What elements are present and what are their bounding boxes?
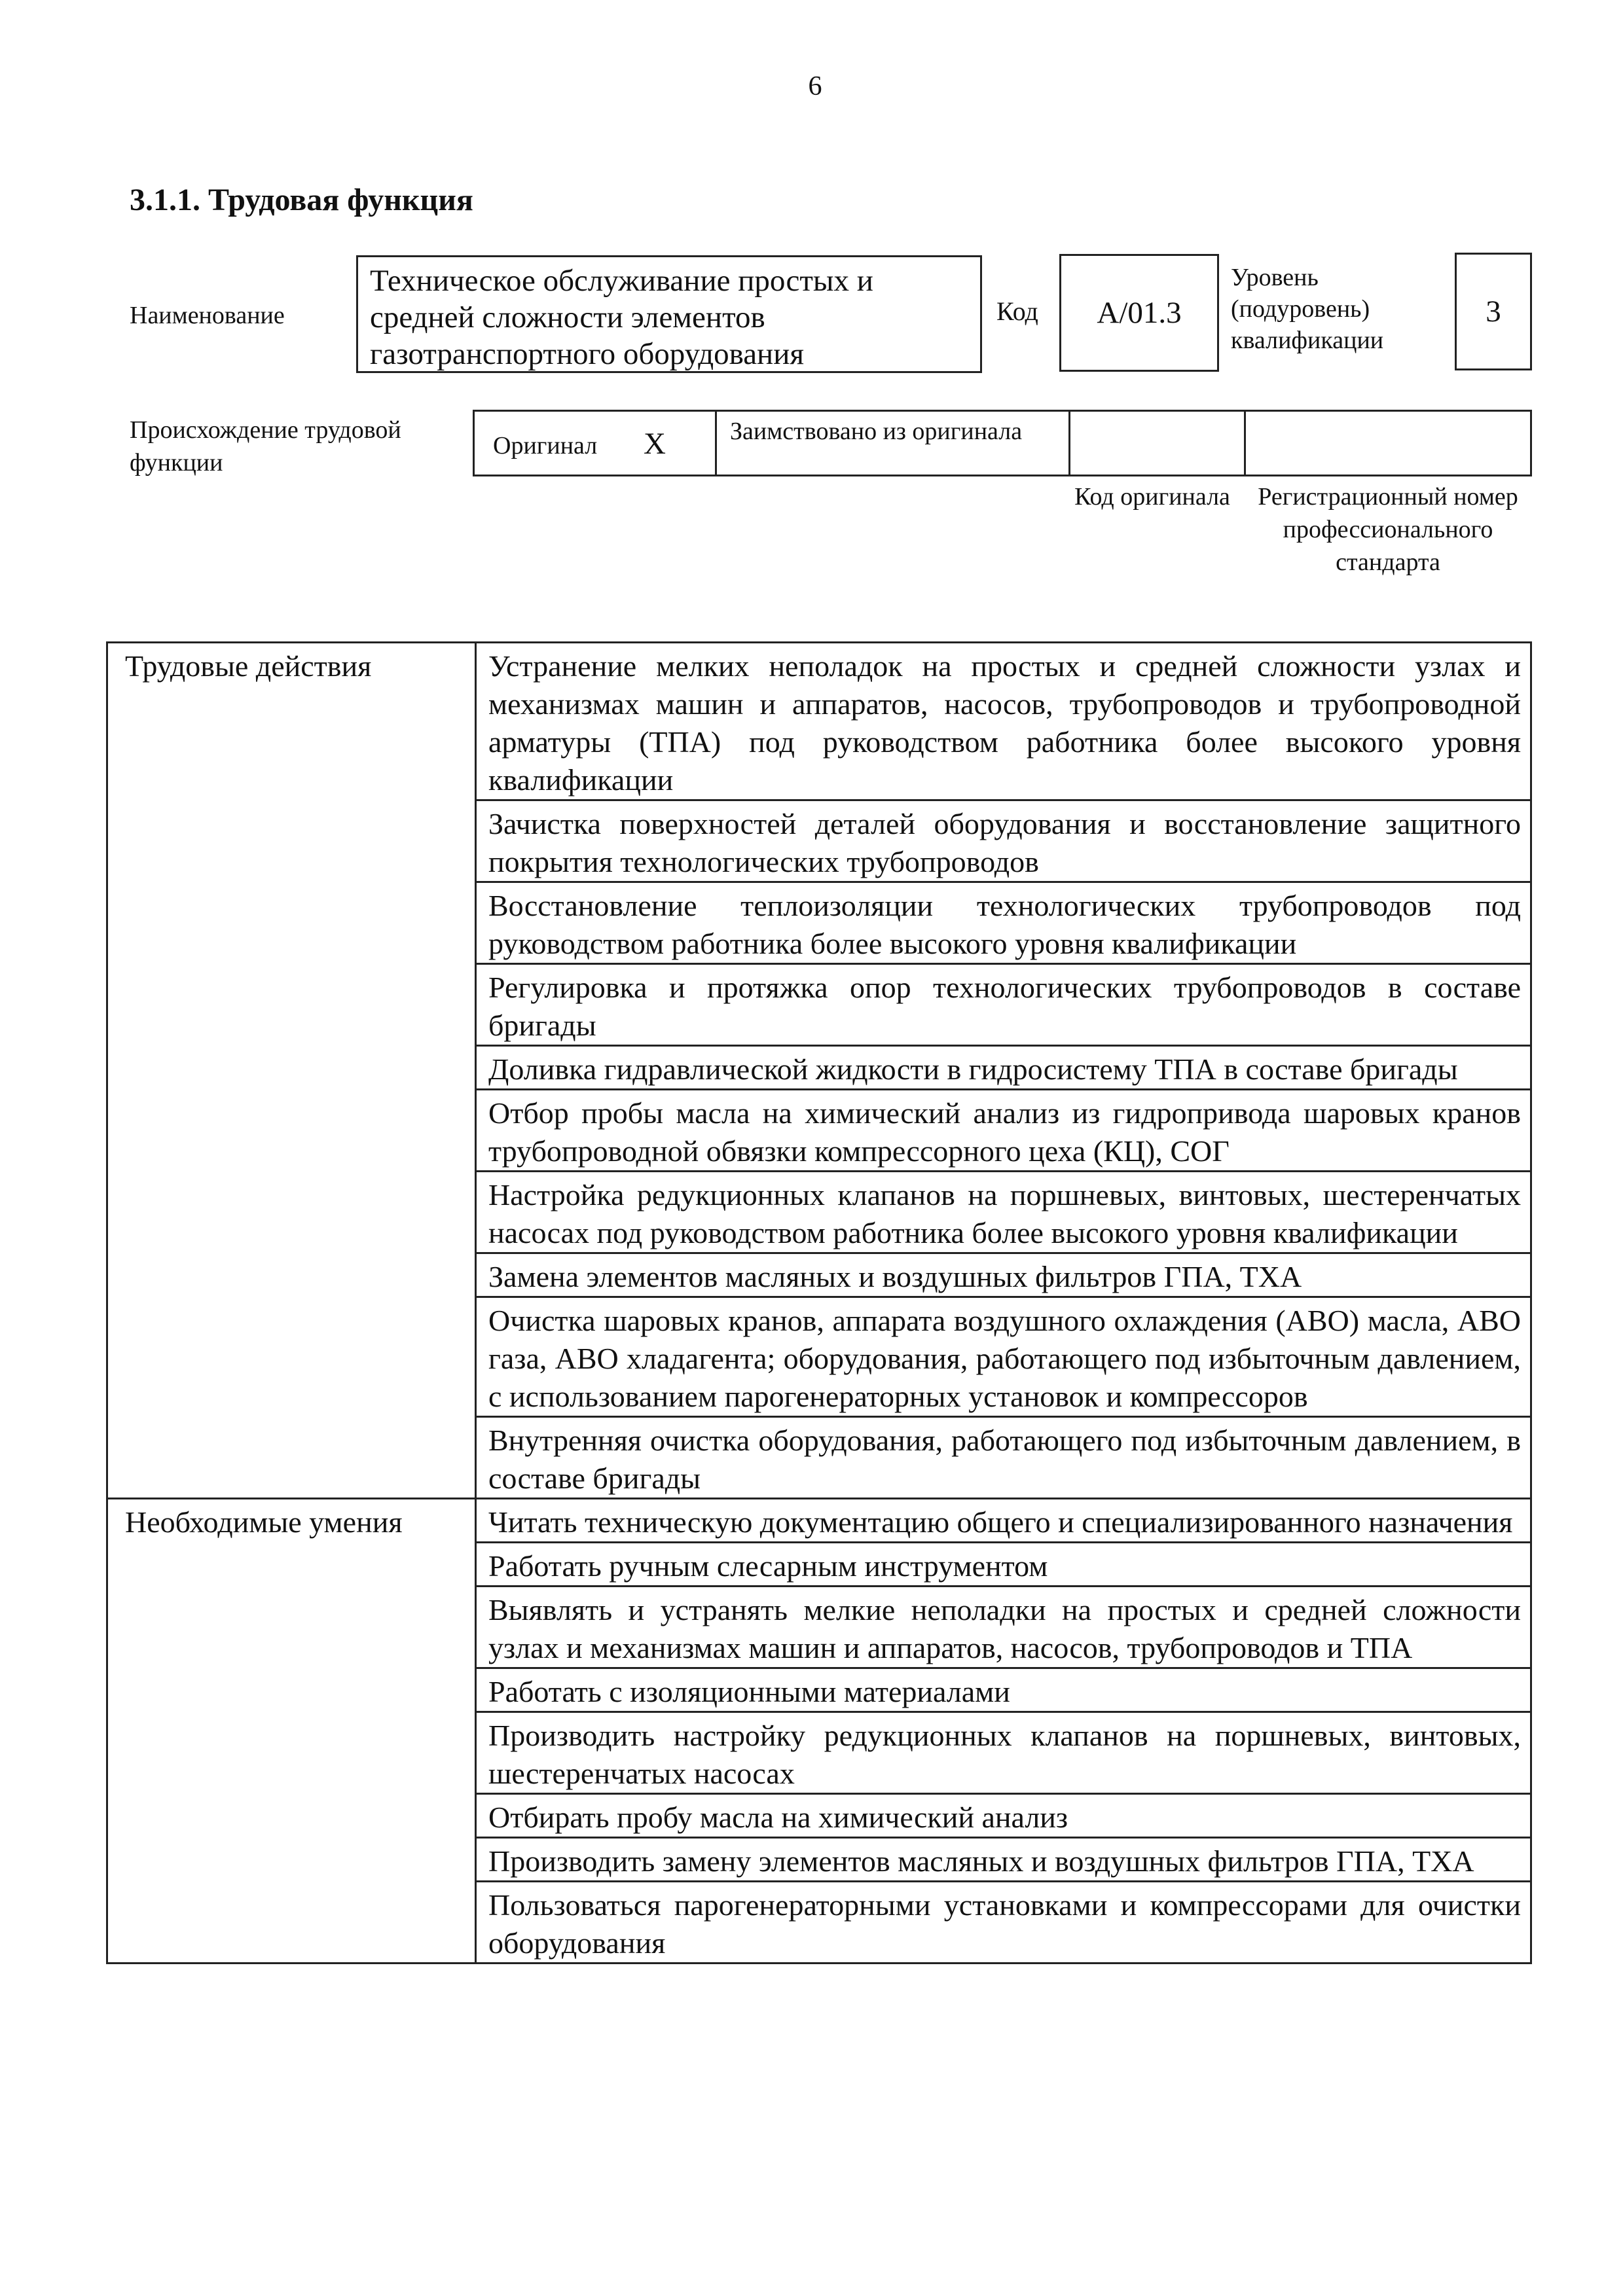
table-row [107, 643, 1531, 800]
item-cell: Работать ручным слесарным инструментом [476, 1543, 1531, 1587]
code-label: Код [996, 296, 1038, 326]
section-title-cell: Необходимые умения [107, 1499, 476, 1964]
item-cell: Устранение мелких неполадок на простых и средней сложности узлах и механизмах машин и аппаратов, насосов, трубопроводов и трубопроводной арматуры (ТПА) под руководством работника более высокого уровня квалификации [476, 643, 1531, 800]
item-cell: Производить замену элементов масляных и воздушных фильтров ГПА, ТХА [476, 1838, 1531, 1882]
code-value: А/01.3 [1097, 296, 1182, 330]
level-value-box [1455, 253, 1532, 370]
item-cell: Отбирать пробу масла на химический анализ [476, 1794, 1531, 1838]
origin-label: Происхождение трудовой функции [130, 416, 401, 476]
item-cell: Зачистка поверхностей деталей оборудования и восстановление защитного покрытия технологических трубопроводов [476, 800, 1531, 882]
borrowed-cell [717, 412, 1070, 475]
level-label-line: Уровень [1231, 264, 1319, 291]
registration-number-cell [1246, 412, 1530, 475]
original-cell [475, 412, 717, 475]
item-cell: Очистка шаровых кранов, аппарата воздушного охлаждения (АВО) масла, АВО газа, АВО хладагента; оборудования, работающего под избыточным давлением, с использованием парогенераторных установок и компрессоров [476, 1297, 1531, 1417]
item-cell: Замена элементов масляных и воздушных фильтров ГПА, ТХА [476, 1253, 1531, 1297]
code-original-cell [1070, 412, 1246, 475]
item-cell: Производить настройку редукционных клапанов на поршневых, винтовых, шестеренчатых насосах [476, 1712, 1531, 1794]
item-cell: Работать с изоляционными материалами [476, 1668, 1531, 1712]
section-heading: 3.1.1. Трудовая функция [130, 183, 473, 217]
table-row [107, 1499, 1531, 1543]
item-cell: Восстановление теплоизоляции технологических трубопроводов под руководством работника более высокого уровня квалификации [476, 882, 1531, 964]
item-cell: Выявлять и устранять мелкие неполадки на простых и средней сложности узлах и механизмах машин и аппаратов, насосов, трубопроводов и ТПА [476, 1587, 1531, 1668]
level-label-line: (подуровень) [1231, 295, 1370, 323]
function-table [106, 641, 1532, 1964]
name-value-box: Техническое обслуживание простых и средней сложности элементов газотранспортного оборудования [356, 255, 982, 373]
item-cell: Доливка гидравлической жидкости в гидросистему ТПА в составе бригады [476, 1046, 1531, 1090]
code-original-caption: Код оригинала [1074, 483, 1230, 511]
level-value: 3 [1486, 295, 1501, 329]
borrowed-label: Заимствовано из оригинала [730, 418, 1023, 445]
item-cell: Отбор пробы масла на химический анализ из гидропривода шаровых кранов трубопроводной обвязки компрессорного цеха (КЦ), СОГ [476, 1090, 1531, 1172]
level-label-line: квалификации [1231, 327, 1384, 354]
original-mark: X [644, 427, 666, 461]
origin-row [473, 410, 1532, 476]
item-cell: Внутренняя очистка оборудования, работающего под избыточным давлением, в составе бригады [476, 1417, 1531, 1499]
name-label: Наименование [130, 302, 285, 329]
item-cell: Читать техническую документацию общего и специализированного назначения [476, 1499, 1531, 1543]
level-label [1231, 262, 1383, 356]
section-title-cell: Трудовые действия [107, 643, 476, 1499]
page-number: 6 [808, 71, 822, 101]
registration-caption: Регистрационный номер профессионального стандарта [1258, 483, 1518, 576]
code-value-box [1059, 254, 1219, 372]
item-cell: Регулировка и протяжка опор технологических трубопроводов в составе бригады [476, 964, 1531, 1046]
original-label: Оригинал [493, 432, 598, 459]
item-cell: Пользоваться парогенераторными установками и компрессорами для очистки оборудования [476, 1882, 1531, 1964]
item-cell: Настройка редукционных клапанов на поршневых, винтовых, шестеренчатых насосах под руководством работника более высокого уровня квалификации [476, 1172, 1531, 1253]
